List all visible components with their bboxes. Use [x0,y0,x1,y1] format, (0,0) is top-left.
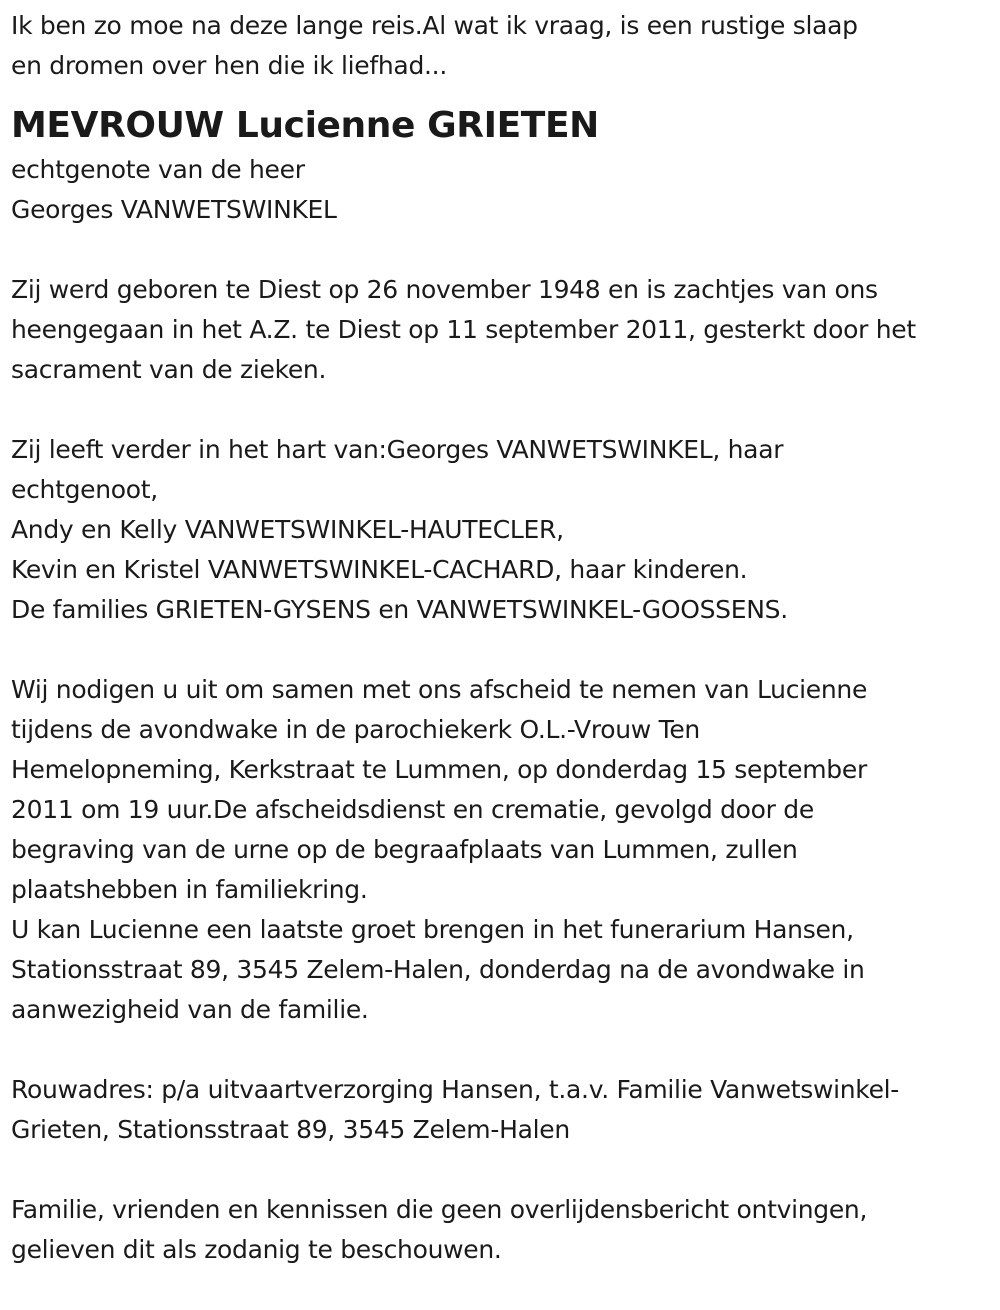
paragraph-line: gelieven dit als zodanig te beschouwen. [11,1235,502,1264]
ceremony-paragraph [11,670,996,1030]
paragraph-line: Zij leeft verder in het hart van:Georges VANWETSWINKEL, haar [11,435,784,464]
birth-death-paragraph [11,270,996,390]
paragraph-line: De families GRIETEN-GYSENS en VANWETSWINKEL-GOOSSENS. [11,595,788,624]
paragraph-line: Wij nodigen u uit om samen met ons afscheid te nemen van Lucienne [11,675,868,704]
obituary-document [11,6,996,1270]
paragraph-line: begraving van de urne op de begraafplaats van Lummen, zullen [11,835,798,864]
closing-paragraph [11,1190,996,1270]
deceased-name-heading: MEVROUW Lucienne GRIETEN [11,105,599,146]
paragraph-line: sacrament van de zieken. [11,355,327,384]
paragraph-line: Familie, vrienden en kennissen die geen overlijdensbericht ontvingen, [11,1195,868,1224]
paragraph-gap [11,1150,996,1190]
paragraph-line: echtgenoot, [11,475,158,504]
paragraph-line: Rouwadres: p/a uitvaartverzorging Hansen, t.a.v. Familie Vanwetswinkel- [11,1075,900,1104]
paragraph-line: tijdens de avondwake in de parochiekerk O.L.-Vrouw Ten [11,715,700,744]
paragraph-line: Andy en Kelly VANWETSWINKEL-HAUTECLER, [11,515,564,544]
paragraph-gap [11,1030,996,1070]
paragraph-line: 2011 om 19 uur.De afscheidsdienst en crematie, gevolgd door de [11,795,814,824]
paragraph-line: Kevin en Kristel VANWETSWINKEL-CACHARD, haar kinderen. [11,555,748,584]
spouse-section [11,150,996,230]
paragraph-line: Stationsstraat 89, 3545 Zelem-Halen, donderdag na de avondwake in [11,955,865,984]
paragraph-line: plaatshebben in familiekring. [11,875,368,904]
paragraph-gap [11,630,996,670]
spouse-line: echtgenote van de heer [11,155,305,184]
paragraph-gap [11,390,996,430]
paragraph-line: Hemelopneming, Kerkstraat te Lummen, op donderdag 15 september [11,755,867,784]
paragraph-line: heengegaan in het A.Z. te Diest op 11 september 2011, gesterkt door het [11,315,916,344]
paragraph-line: Grieten, Stationsstraat 89, 3545 Zelem-Halen [11,1115,570,1144]
poem-line: Ik ben zo moe na deze lange reis.Al wat ik vraag, is een rustige slaap [11,11,858,40]
address-paragraph [11,1070,996,1150]
survivors-paragraph [11,430,996,630]
paragraph-line: Zij werd geboren te Diest op 26 november 1948 en is zachtjes van ons [11,275,878,304]
paragraph-gap [11,230,996,270]
paragraph-line: U kan Lucienne een laatste groet brengen in het funerarium Hansen, [11,915,854,944]
poem-line: en dromen over hen die ik liefhad... [11,51,447,80]
poem-section [11,6,996,86]
paragraph-line: aanwezigheid van de familie. [11,995,369,1024]
spouse-line: Georges VANWETSWINKEL [11,195,337,224]
